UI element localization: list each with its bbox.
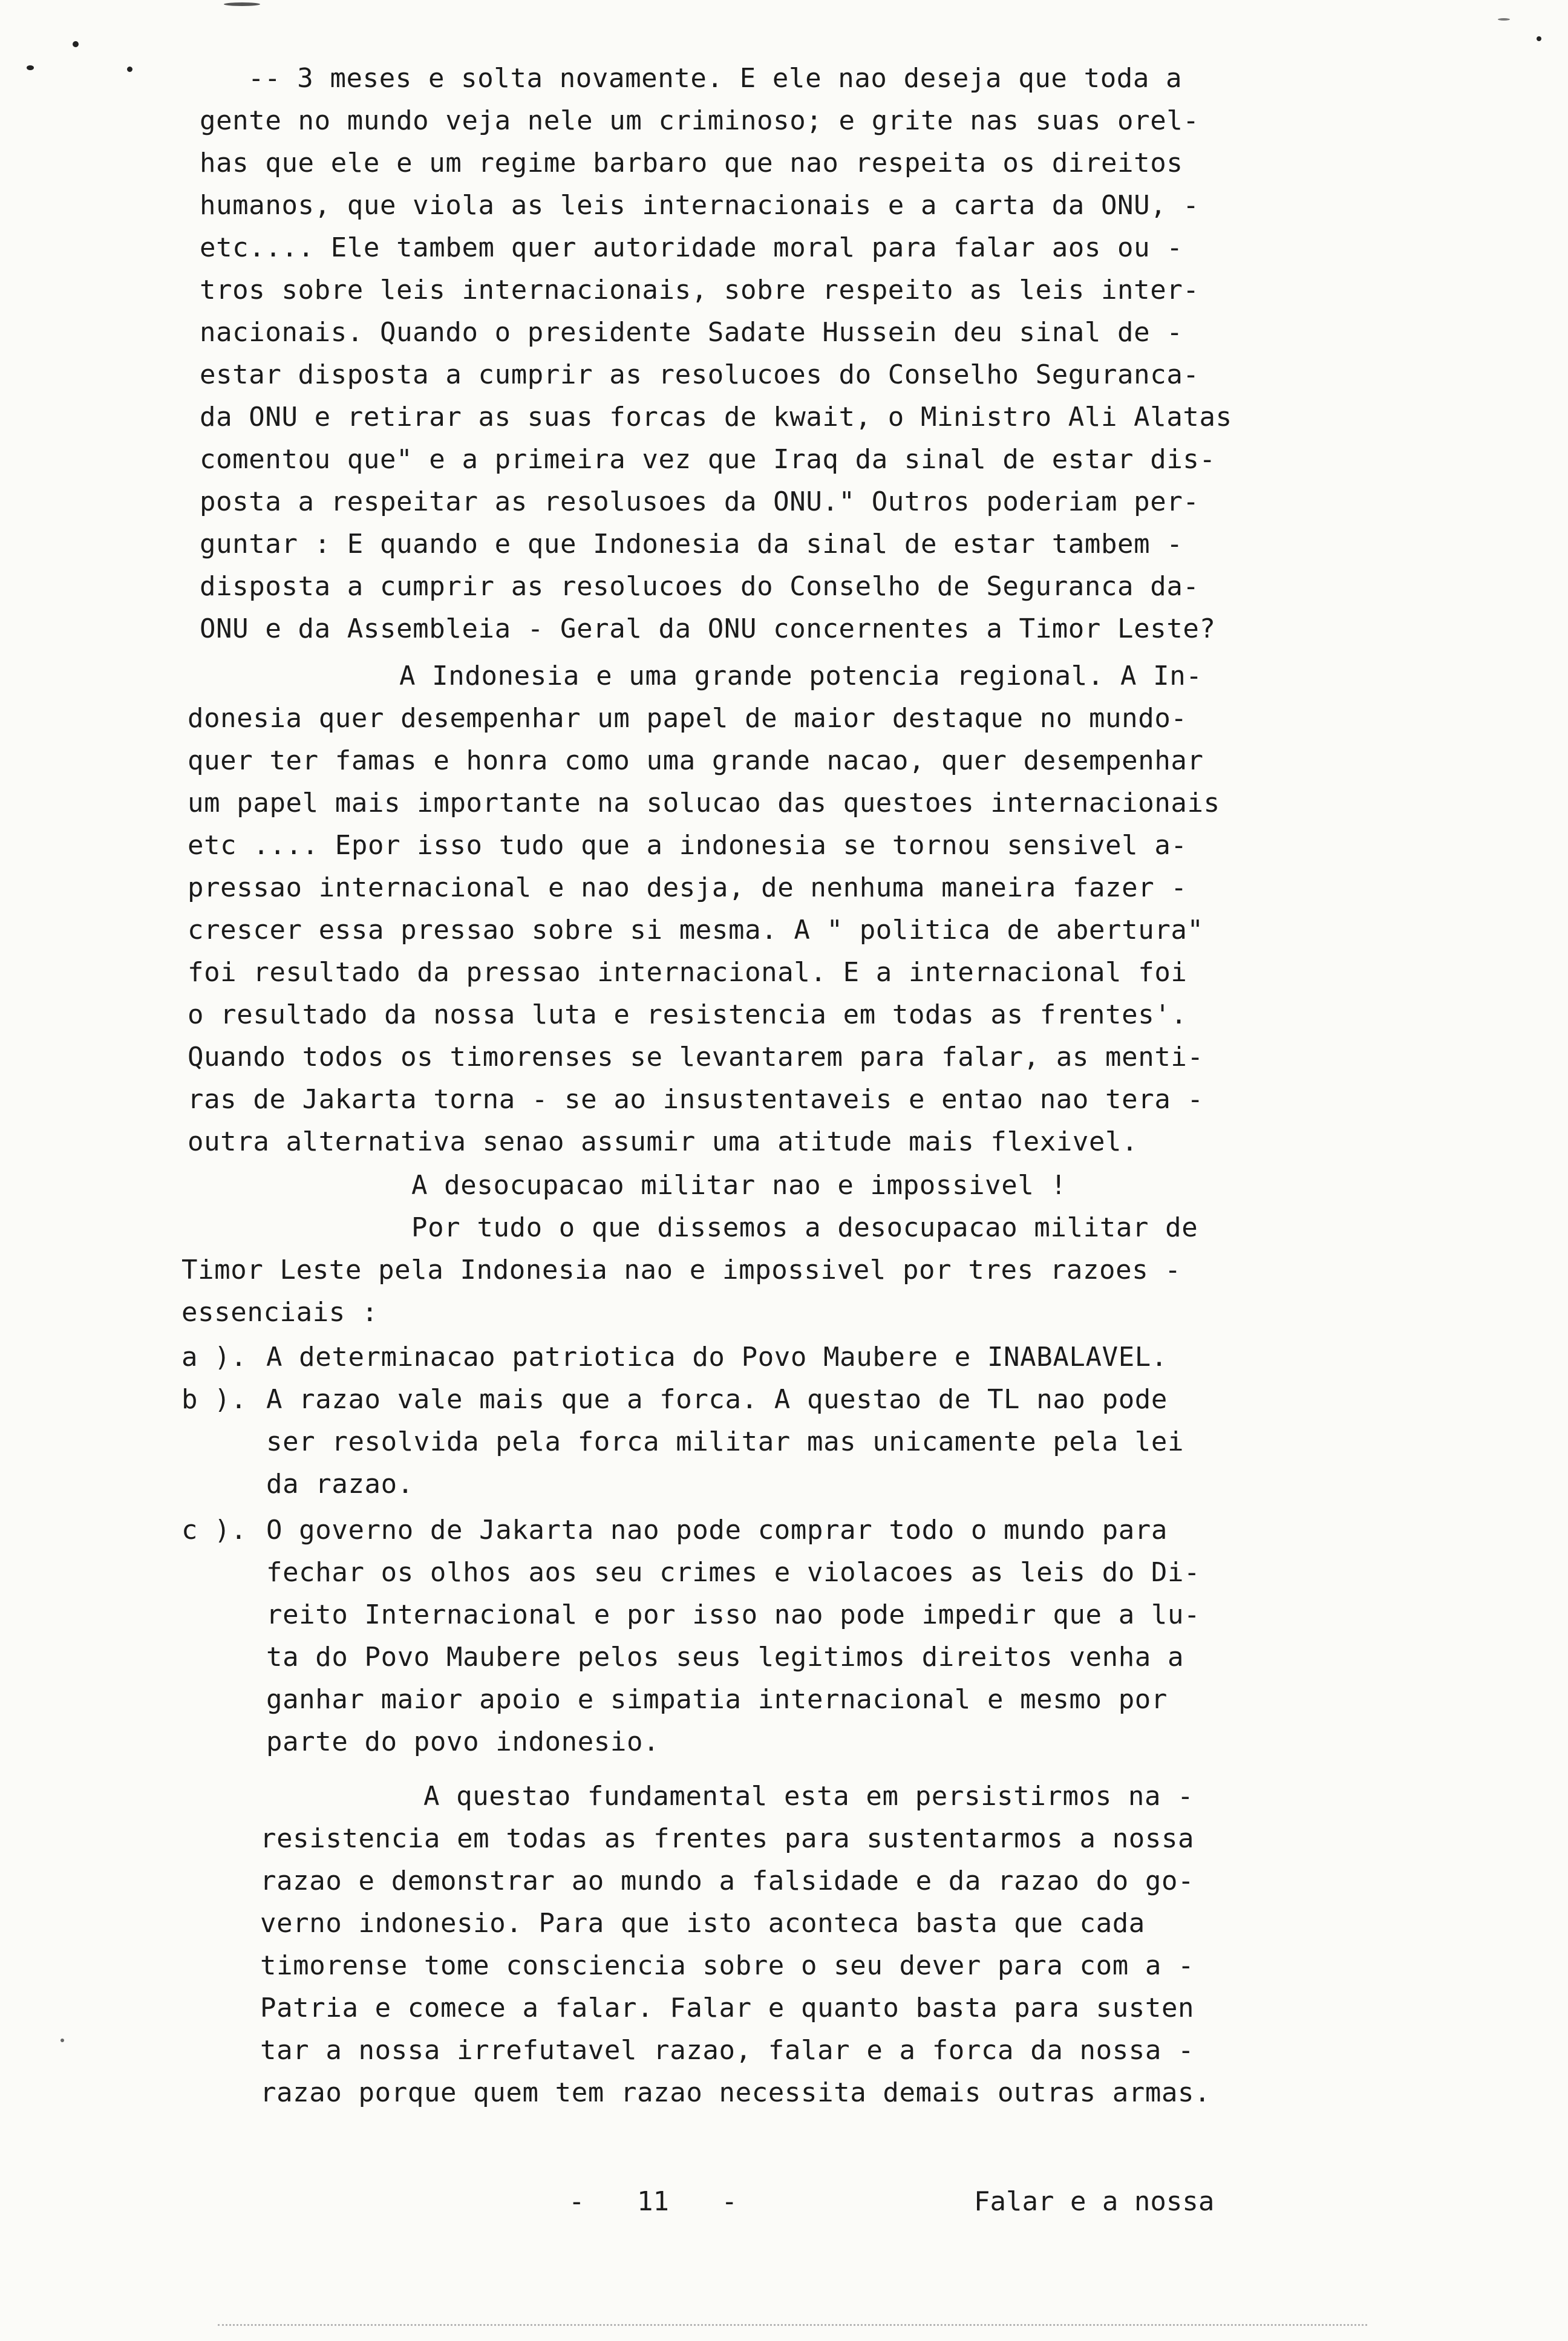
text-line: um papel mais importante na solucao das questoes internacionais [188,788,1220,818]
text-line: A questao fundamental esta em persistirmos na - [423,1781,1194,1812]
scan-speck [73,41,79,47]
text-line: nacionais. Quando o presidente Sadate Hussein deu sinal de - [200,317,1183,348]
text-line: -- 3 meses e solta novamente. E ele nao deseja que toda a [248,63,1183,94]
text-line: posta a respeitar as resolusoes da ONU." Outros poderiam per- [200,486,1200,517]
text-line: razao porque quem tem razao necessita demais outras armas. [260,2077,1211,2108]
list-item-line: O governo de Jakarta nao pode comprar todo o mundo para [266,1515,1168,1546]
list-item-line: ser resolvida pela forca militar mas unicamente pela lei [266,1426,1184,1457]
text-line: etc .... Epor isso tudo que a indonesia se tornou sensivel a- [188,830,1187,861]
text-line: donesia quer desempenhar um papel de maior destaque no mundo- [188,703,1187,734]
text-line: has que ele e um regime barbaro que nao respeita os direitos [200,148,1183,178]
text-line: o resultado da nossa luta e resistencia em todas as frentes'. [188,999,1187,1030]
list-item-line: reito Internacional e por isso nao pode impedir que a lu- [266,1599,1201,1630]
text-line: timorense tome consciencia sobre o seu dever para com a - [260,1950,1195,1981]
list-item-line: A determinacao patriotica do Povo Maubere e INABALAVEL. [266,1342,1168,1373]
list-marker: b ). [181,1384,247,1415]
text-line: ras de Jakarta torna - se ao insustentaveis e entao nao tera - [188,1084,1204,1115]
page-number: - 11 - [569,2186,737,2217]
scan-speck [127,67,132,72]
list-item-line: A razao vale mais que a forca. A questao de TL nao pode [266,1384,1168,1415]
text-line: quer ter famas e honra como uma grande nacao, quer desempenhar [188,745,1204,776]
scan-edge [218,2324,1367,2327]
text-line: etc.... Ele tambem quer autoridade moral para falar aos ou - [200,232,1183,263]
scan-speck [60,2039,64,2042]
text-line: Timor Leste pela Indonesia nao e impossivel por tres razoes - [181,1255,1181,1285]
section-heading: A desocupacao militar nao e impossivel ! [411,1170,1067,1201]
text-line: essenciais : [181,1297,379,1328]
text-line: outra alternativa senao assumir uma atitude mais flexivel. [188,1126,1138,1157]
list-item-line: fechar os olhos aos seu crimes e violacoes as leis do Di- [266,1557,1201,1588]
text-line: guntar : E quando e que Indonesia da sinal de estar tambem - [200,529,1183,560]
list-marker: a ). [181,1342,247,1373]
scan-speck [27,65,34,70]
list-item-line: ganhar maior apoio e simpatia internacional e mesmo por [266,1684,1168,1715]
text-line: tros sobre leis internacionais, sobre respeito as leis inter- [200,275,1200,305]
catchword: Falar e a nossa [974,2186,1215,2217]
text-line: humanos, que viola as leis internacionais e a carta da ONU, - [200,190,1200,221]
text-line: crescer essa pressao sobre si mesma. A " politica de abertura" [188,915,1204,945]
text-line: gente no mundo veja nele um criminoso; e grite nas suas orel- [200,105,1200,136]
list-marker: c ). [181,1515,247,1546]
list-item-line: parte do povo indonesio. [266,1726,660,1757]
scan-speck [1537,36,1541,41]
scan-speck [1498,18,1510,21]
text-line: comentou que" e a primeira vez que Iraq da sinal de estar dis- [200,444,1216,475]
text-line: disposta a cumprir as resolucoes do Conselho de Seguranca da- [200,571,1200,602]
text-line: razao e demonstrar ao mundo a falsidade e da razao do go- [260,1866,1195,1896]
text-line: estar disposta a cumprir as resolucoes do Conselho Seguranca- [200,359,1200,390]
text-line: da ONU e retirar as suas forcas de kwait, o Ministro Ali Alatas [200,402,1232,433]
scan-speck [224,2,260,6]
text-line: A Indonesia e uma grande potencia regional. A In- [399,661,1203,691]
text-line: Quando todos os timorenses se levantarem para falar, as menti- [188,1042,1204,1073]
text-line: ONU e da Assembleia - Geral da ONU concernentes a Timor Leste? [200,613,1216,644]
text-line: Por tudo o que dissemos a desocupacao militar de [411,1212,1198,1243]
list-item-line: da razao. [266,1469,414,1500]
text-line: Patria e comece a falar. Falar e quanto basta para susten [260,1993,1195,2023]
list-item-line: ta do Povo Maubere pelos seus legitimos direitos venha a [266,1642,1184,1673]
text-line: verno indonesio. Para que isto aconteca basta que cada [260,1908,1145,1939]
text-line: tar a nossa irrefutavel razao, falar e a forca da nossa - [260,2035,1195,2066]
text-line: pressao internacional e nao desja, de nenhuma maneira fazer - [188,872,1187,903]
text-line: foi resultado da pressao internacional. E a internacional foi [188,957,1187,988]
text-line: resistencia em todas as frentes para sustentarmos a nossa [260,1823,1195,1854]
